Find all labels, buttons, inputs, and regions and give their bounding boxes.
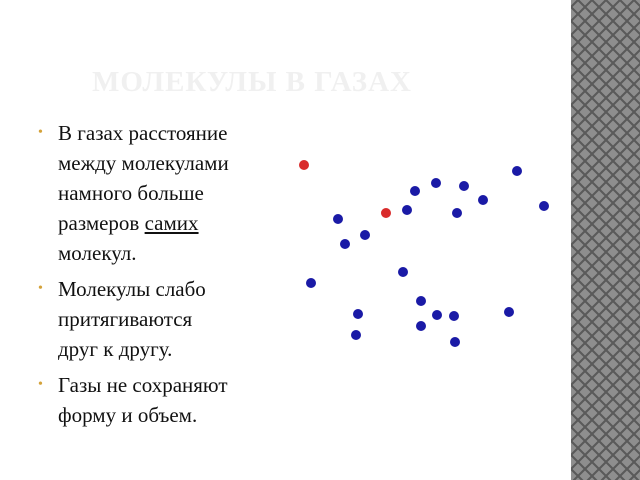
bullet-line: В газах расстояние [58, 121, 228, 145]
bullet-icon: • [38, 281, 43, 296]
molecule-dot [333, 214, 343, 224]
molecule-dot [351, 330, 361, 340]
bullet-item-shape [36, 370, 306, 430]
molecule-dot [478, 195, 488, 205]
molecule-dot [398, 267, 408, 277]
molecule-dot [449, 311, 459, 321]
bullet-line: друг к другу. [58, 337, 173, 361]
molecule-dot [504, 307, 514, 317]
molecule-dot [353, 309, 363, 319]
molecule-dot [410, 186, 420, 196]
decorative-side-pattern [571, 0, 640, 480]
molecule-dot [539, 201, 549, 211]
gas-molecules-illustration [290, 150, 570, 360]
molecule-dot-highlighted [299, 160, 309, 170]
bullet-line: форму и объем. [58, 403, 198, 427]
molecule-dot [452, 208, 462, 218]
bullet-line: Газы не сохраняют [58, 373, 228, 397]
underlined-word: самих [144, 211, 199, 235]
bullet-item-attraction [36, 274, 306, 364]
bullet-text: размеров [58, 211, 145, 235]
molecule-dot [416, 321, 426, 331]
bullet-icon: • [38, 377, 43, 392]
bullet-list [36, 118, 306, 436]
molecule-dot-highlighted [381, 208, 391, 218]
molecule-dot [340, 239, 350, 249]
bullet-line: Молекулы слабо [58, 277, 206, 301]
bullet-line: молекул. [58, 241, 137, 265]
bullet-line: притягиваются [58, 307, 193, 331]
molecule-dot [431, 178, 441, 188]
bullet-line: намного больше [58, 181, 204, 205]
bullet-line: между молекулами [58, 151, 229, 175]
bullet-icon: • [38, 125, 43, 140]
molecule-dot [402, 205, 412, 215]
bullet-item-distance [36, 118, 306, 268]
molecule-dot [416, 296, 426, 306]
molecule-dot [512, 166, 522, 176]
molecule-dot [450, 337, 460, 347]
molecule-dot [459, 181, 469, 191]
molecule-dot [432, 310, 442, 320]
molecule-dot [306, 278, 316, 288]
slide-title: МОЛЕКУЛЫ В ГАЗАХ [92, 66, 412, 98]
molecule-dot [360, 230, 370, 240]
